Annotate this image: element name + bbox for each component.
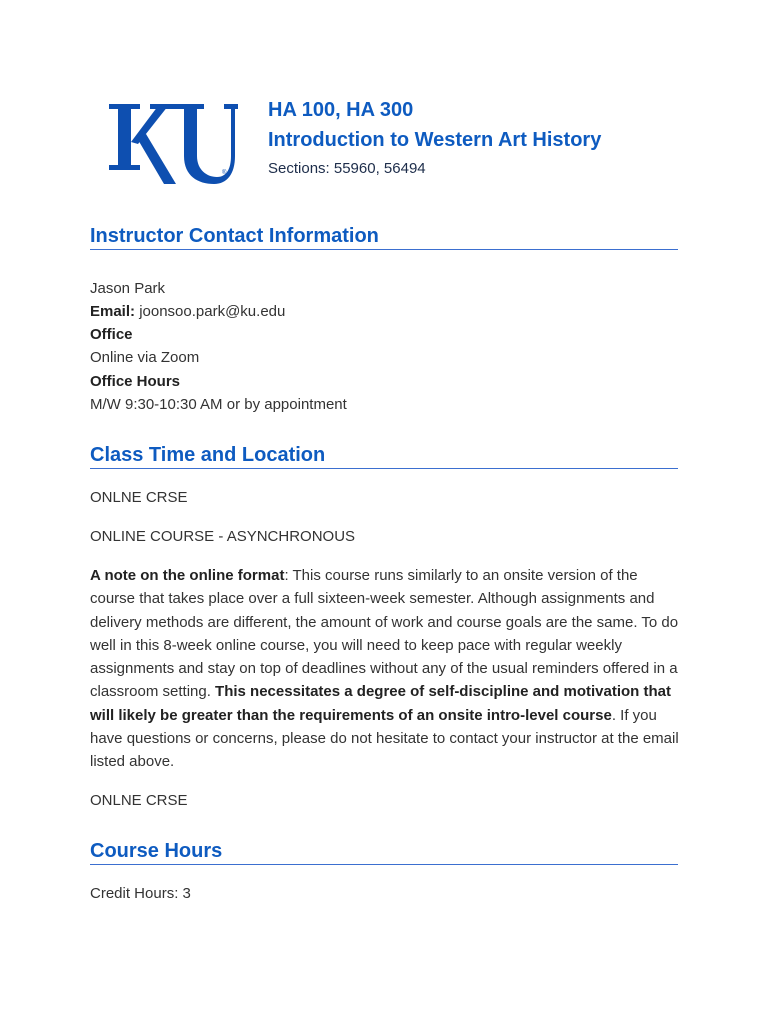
credit-hours: Credit Hours: 3: [90, 885, 191, 902]
instructor-name: Jason Park: [90, 280, 166, 297]
note-bold: This necessitates a degree of self-discipline and motivation that will likely be greater than the requirements of an onsite intro-level course: [90, 683, 671, 724]
online-format-note: [90, 564, 680, 774]
office-hours-value: M/W 9:30-10:30 AM or by appointment: [90, 396, 347, 413]
course-title: Introduction to Western Art History: [268, 129, 602, 151]
course-hours-heading: Course Hours: [90, 839, 678, 865]
class-line-2: ONLINE COURSE - ASYNCHRONOUS: [90, 528, 356, 545]
note-label: A note on the online format: [90, 567, 285, 584]
note-text-2: . If you have questions or concerns, please do not hesitate to contact your instructor at the email listed above.: [90, 706, 679, 771]
class-line-1: ONLNE CRSE: [90, 489, 188, 506]
instructor-email[interactable]: joonsoo.park@ku.edu: [139, 303, 286, 320]
course-sections: Sections: 55960, 56494: [268, 160, 426, 177]
class-time-heading: Class Time and Location: [90, 443, 678, 469]
class-line-3: ONLNE CRSE: [90, 792, 188, 809]
office-hours-label: Office Hours: [90, 373, 181, 390]
course-code: HA 100, HA 300: [268, 99, 414, 121]
email-label: Email:: [90, 303, 136, 320]
office-value: Online via Zoom: [90, 349, 200, 366]
ku-logo: [106, 98, 238, 190]
svg-text:®: ®: [222, 170, 227, 176]
instructor-heading: Instructor Contact Information: [90, 224, 678, 250]
office-label: Office: [90, 326, 133, 343]
course-header: [268, 95, 601, 178]
note-text-1: : This course runs similarly to an onsite version of the course that takes place over a full sixteen-week semester. Although assignments and delivery methods are different, the amount of work and course goals are the same. To do well in this 8-week online course, you will need to keep pace with regular weekly assignments and stay on top of deadlines without any of the usual reminders offered in a classroom setting.: [90, 567, 679, 701]
instructor-email-line: [90, 300, 285, 323]
